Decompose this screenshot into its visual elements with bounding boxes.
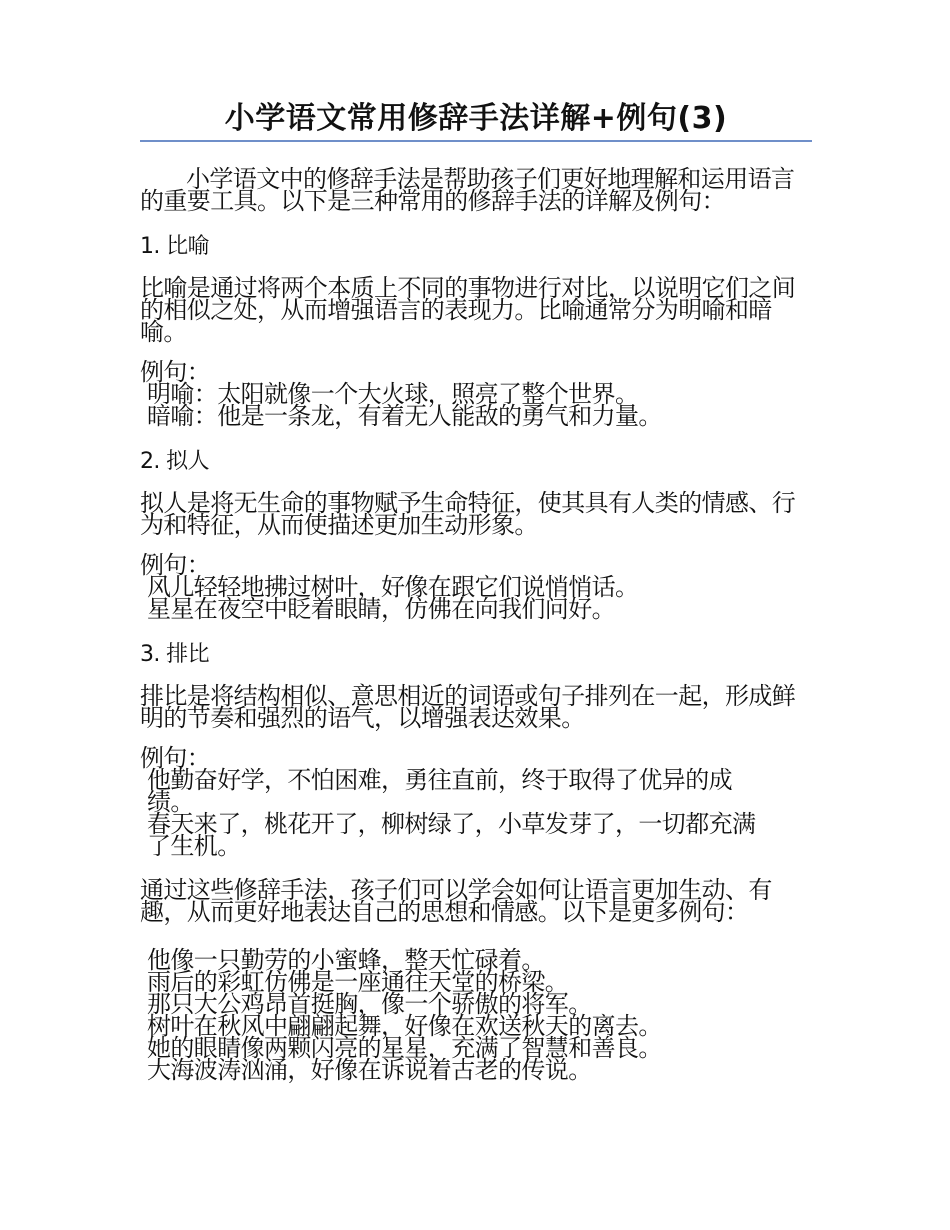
example-label: 例句：: [140, 744, 211, 772]
section-description-personification: 拟人是将无生命的事物赋予生命特征，使其具有人类的情感、行为和特征，从而使描述更加生动形象。: [140, 489, 796, 539]
example-item: 星星在夜空中眨着眼睛，仿佛在向我们问好。: [147, 595, 615, 623]
intro-paragraph: 小学语文中的修辞手法是帮助孩子们更好地理解和运用语言的重要工具。以下是三种常用的修辞手法的详解及例句：: [140, 165, 795, 215]
example-list: [140, 766, 812, 860]
document-page: [140, 100, 812, 1084]
example-label: 例句：: [140, 551, 211, 579]
closing-paragraph: 通过这些修辞手法，孩子们可以学会如何让语言更加生动、有趣，从而更好地表达自己的思想和情感。以下是更多例句：: [140, 876, 772, 926]
example-item: 春天来了，桃花开了，柳树绿了，小草发芽了，一切都充满了生机。: [147, 810, 756, 860]
section-heading-personification: 2. 拟人: [140, 449, 209, 474]
more-example-item: 树叶在秋风中翩翩起舞，好像在欢送秋天的离去。: [147, 1012, 662, 1040]
section-description-metaphor: 比喻是通过将两个本质上不同的事物进行对比，以说明它们之间的相似之处，从而增强语言的表现力。比喻通常分为明喻和暗喻。: [140, 274, 796, 346]
document-title: 小学语文常用修辞手法详解+例句(3): [140, 100, 812, 142]
example-item: 暗喻：他是一条龙，有着无人能敌的勇气和力量。: [147, 402, 662, 430]
section-description-parallelism: 排比是将结构相似、意思相近的词语或句子排列在一起，形成鲜明的节奏和强烈的语气，以增强表达效果。: [140, 682, 796, 732]
more-example-item: 他像一只勤劳的小蜜蜂，整天忙碌着。: [147, 946, 545, 974]
more-example-item: 雨后的彩虹仿佛是一座通往天堂的桥梁。: [147, 968, 569, 996]
example-label: 例句：: [140, 358, 211, 386]
more-examples-list: [140, 946, 812, 1084]
example-list: [140, 380, 812, 430]
example-item: 他勤奋好学，不怕困难，勇往直前，终于取得了优异的成绩。: [147, 766, 732, 816]
example-item: 明喻：太阳就像一个大火球，照亮了整个世界。: [147, 380, 639, 408]
section-heading-parallelism: 3. 排比: [140, 642, 209, 667]
section-heading-metaphor: 1. 比喻: [140, 234, 209, 259]
more-example-item: 她的眼睛像两颗闪亮的星星，充满了智慧和善良。: [147, 1034, 662, 1062]
more-example-item: 那只大公鸡昂首挺胸，像一个骄傲的将军。: [147, 990, 592, 1018]
more-example-item: 大海波涛汹涌，好像在诉说着古老的传说。: [147, 1056, 592, 1084]
example-list: [140, 573, 812, 623]
example-item: 风儿轻轻地拂过树叶，好像在跟它们说悄悄话。: [147, 573, 639, 601]
